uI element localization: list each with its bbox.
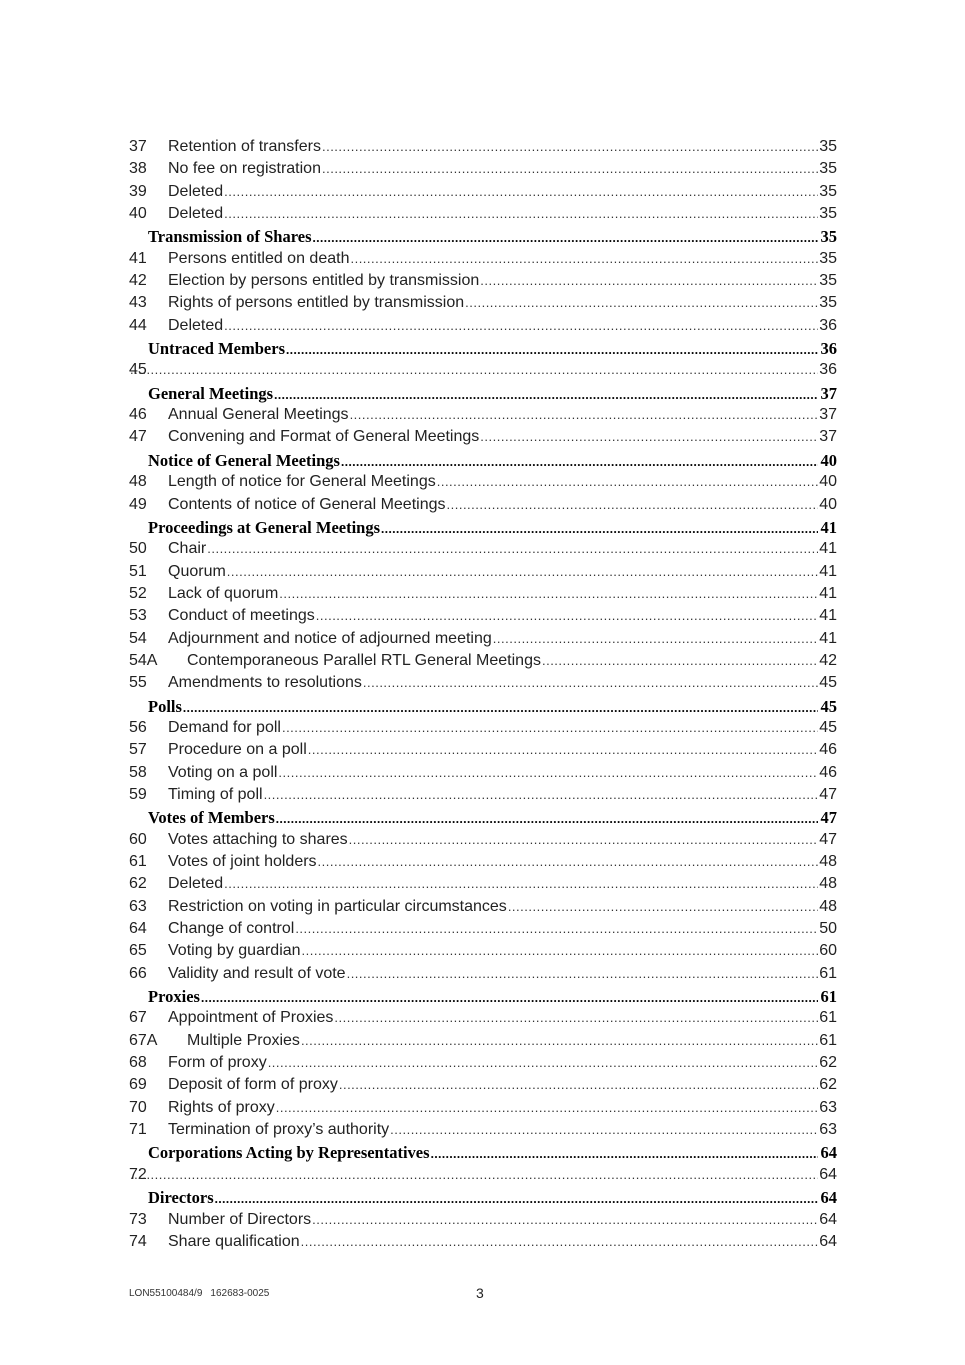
toc-entry-number: 40: [129, 205, 147, 223]
toc-page-number: 48: [819, 853, 837, 870]
toc-entry-title: Procedure on a poll: [168, 741, 307, 759]
toc-page-number: 41: [819, 607, 837, 625]
dot-leader: [282, 720, 818, 735]
toc-page-number: 48: [819, 897, 837, 915]
toc-entry-title: Contents of notice of General Meetings: [168, 495, 446, 513]
toc-section-heading[interactable]: [129, 987, 837, 1009]
toc-page-number: 61: [819, 1009, 837, 1027]
toc-entry-title: Deleted: [168, 182, 224, 200]
toc-entry[interactable]: [129, 585, 837, 607]
toc-entry-number: 64: [129, 920, 147, 938]
toc-page-number: 35: [819, 294, 837, 312]
toc-entry[interactable]: [129, 741, 837, 763]
toc-page-number: 64: [819, 1210, 837, 1228]
toc-entry[interactable]: [129, 630, 837, 652]
toc-entry[interactable]: [129, 540, 837, 562]
footer-reference: [129, 1288, 277, 1299]
toc-entry-title: Quorum: [168, 562, 226, 580]
toc-entry-title: Share qualification: [168, 1232, 300, 1250]
toc-entry[interactable]: [129, 764, 837, 786]
toc-entry[interactable]: [129, 272, 837, 294]
toc-heading-title: Polls: [148, 696, 182, 716]
toc-entry-title: Annual General Meetings: [168, 406, 349, 424]
toc-entry-number: 66: [129, 964, 147, 982]
toc-entry[interactable]: [129, 875, 837, 897]
toc-entry-title: Restriction on voting in particular circumstances: [168, 897, 507, 915]
toc-section-heading[interactable]: [129, 451, 837, 473]
toc-entry-title: Amendments to resolutions: [168, 674, 362, 692]
toc-entry-number: 67A: [129, 1031, 158, 1049]
toc-entry[interactable]: 72 ..... 64: [129, 1166, 837, 1188]
toc-heading-title: Notice of General Meetings: [148, 450, 340, 470]
toc-entry[interactable]: [129, 853, 837, 875]
toc-heading-title: Proxies: [148, 987, 200, 1007]
toc-entry-number: 62: [129, 875, 147, 893]
dot-leader: [286, 342, 818, 358]
toc-entry[interactable]: [129, 160, 837, 182]
dot-leader: [295, 921, 818, 936]
dot-leader: [347, 966, 818, 981]
dot-leader: [480, 429, 818, 444]
toc-heading-title: General Meetings: [148, 383, 274, 403]
toc-entry-title: Conduct of meetings: [168, 607, 315, 625]
toc-page-number: 64: [820, 1188, 837, 1208]
toc-entry[interactable]: [129, 317, 837, 339]
toc-entry-number: 63: [129, 897, 147, 915]
page-number: 3: [476, 1285, 484, 1301]
dot-leader: [318, 854, 818, 869]
dot-leader: [465, 295, 818, 310]
dot-leader: [130, 362, 818, 377]
toc-page-number: 37: [819, 406, 837, 424]
toc-entry-number: 59: [129, 785, 147, 803]
toc-heading-title: Corporations Acting by Representatives: [148, 1143, 430, 1163]
toc-entry[interactable]: [129, 1211, 837, 1233]
toc-entry-title: Deleted: [168, 316, 224, 334]
toc-page-number: 45: [819, 674, 837, 692]
toc-entry[interactable]: [129, 831, 837, 853]
toc-page-number: 45: [820, 696, 837, 716]
toc-entry-title: Election by persons entitled by transmission: [168, 272, 480, 290]
toc-page-number: 48: [819, 875, 837, 893]
dot-leader: [308, 742, 818, 757]
toc-entry[interactable]: [129, 942, 837, 964]
toc-entry-number: 68: [129, 1054, 147, 1072]
toc-entry-number: 54: [129, 629, 147, 647]
dot-leader: [322, 139, 818, 154]
toc-entry[interactable]: [129, 1233, 837, 1255]
dot-leader: [480, 273, 818, 288]
toc-entry-number: 71: [129, 1121, 147, 1139]
toc-entry-number: 53: [129, 607, 147, 625]
toc-entry-number: 41: [129, 249, 147, 267]
dot-leader: [224, 184, 818, 199]
dot-leader: [381, 521, 818, 537]
toc-entry-title: Termination of proxy’s authority: [168, 1121, 390, 1139]
dot-leader: [431, 1146, 818, 1162]
toc-entry[interactable]: [129, 652, 837, 674]
toc-entry-number: 73: [129, 1210, 147, 1228]
toc-page-number: 35: [819, 182, 837, 200]
toc-page-number: 60: [819, 942, 837, 960]
toc-entry-title: Votes attaching to shares: [168, 830, 348, 848]
toc-entry-title: Change of control: [168, 920, 295, 938]
toc-entry-number: 65: [129, 942, 147, 960]
toc-page-number: 47: [819, 830, 837, 848]
toc-section-heading[interactable]: [129, 518, 837, 540]
dot-leader: [339, 1077, 818, 1092]
toc-entry-title: Deleted: [168, 875, 224, 893]
toc-entry-title: Validity and result of vote: [168, 964, 346, 982]
toc-entry-number: 61: [129, 853, 147, 870]
toc-entry-title: No fee on registration: [168, 160, 321, 178]
toc-page-number: 36: [820, 339, 837, 359]
toc-section-heading[interactable]: [129, 227, 837, 249]
toc-entry-title: Retention of transfers: [168, 138, 321, 155]
toc-entry-title: Lack of quorum: [168, 584, 279, 602]
toc-entry[interactable]: [129, 496, 837, 518]
toc-entry-title: Deposit of form of proxy: [168, 1076, 338, 1094]
toc-page-number: 35: [819, 205, 837, 223]
toc-section-heading[interactable]: [129, 808, 837, 830]
toc-section-heading[interactable]: [129, 1143, 837, 1165]
toc-page-number: 64: [820, 1143, 837, 1163]
dot-leader: [224, 318, 818, 333]
toc-entry-number: 37: [129, 138, 147, 155]
toc-entry-number: 48: [129, 473, 147, 491]
toc-entry[interactable]: [129, 1054, 837, 1076]
toc-page-number: 61: [820, 987, 837, 1007]
toc-section-heading[interactable]: [129, 697, 837, 719]
toc-heading-title: Proceedings at General Meetings: [148, 517, 381, 537]
dot-leader: [224, 206, 818, 221]
toc-entry-number: 54A: [129, 651, 158, 669]
toc-page-number: 62: [819, 1076, 837, 1094]
toc-entry-number: 49: [129, 495, 147, 513]
toc-entry[interactable]: [129, 607, 837, 629]
toc-entry-number: 42: [129, 272, 147, 290]
toc-entry-title: Demand for poll: [168, 718, 281, 736]
toc-entry-title: Form of proxy: [168, 1054, 267, 1072]
toc-entry-number: 44: [129, 316, 147, 334]
toc-page-number: 37: [819, 428, 837, 446]
footer-doc-ref: LON55100484/9: [129, 1288, 203, 1299]
toc-entry-number: 39: [129, 182, 147, 200]
toc-entry-title: Multiple Proxies: [187, 1031, 300, 1049]
dot-leader: [542, 653, 818, 668]
dot-leader: [350, 407, 818, 422]
toc-page-number: 40: [820, 450, 837, 470]
dot-leader: [312, 1212, 818, 1227]
table-of-contents: [129, 138, 837, 1255]
toc-page-number: 42: [819, 651, 837, 669]
toc-entry-number: 74: [129, 1232, 147, 1250]
toc-entry[interactable]: [129, 294, 837, 316]
toc-page-number: 35: [819, 138, 837, 155]
toc-entry-title: Length of notice for General Meetings: [168, 473, 436, 491]
dot-leader: [349, 832, 818, 847]
toc-entry-number: 57: [129, 741, 147, 759]
dot-leader: [276, 811, 818, 827]
dot-leader: [278, 765, 818, 780]
toc-entry[interactable]: [129, 965, 837, 987]
dot-leader: [274, 387, 818, 403]
toc-entry-title: Rights of persons entitled by transmission: [168, 294, 465, 312]
dot-leader: [207, 541, 818, 556]
toc-page-number: 36: [819, 316, 837, 334]
toc-entry-title: Voting by guardian: [168, 942, 301, 960]
toc-entry-number: 50: [129, 540, 147, 558]
toc-entry-title: Appointment of Proxies: [168, 1009, 334, 1027]
toc-section-heading[interactable]: [129, 384, 837, 406]
toc-entry-title: Voting on a poll: [168, 763, 278, 781]
toc-entry-number: 55: [129, 674, 147, 692]
toc-page-number: 63: [819, 1121, 837, 1139]
dot-leader: [447, 497, 819, 512]
toc-page-number: 37: [820, 383, 837, 403]
toc-entry[interactable]: [129, 920, 837, 942]
toc-entry[interactable]: [129, 205, 837, 227]
toc-entry-title: Persons entitled on death: [168, 249, 350, 267]
toc-entry[interactable]: [129, 1032, 837, 1054]
toc-entry[interactable]: [129, 250, 837, 272]
toc-entry-number: 38: [129, 160, 147, 178]
toc-entry-number: 70: [129, 1098, 147, 1116]
toc-section-heading[interactable]: [129, 1188, 837, 1210]
toc-entry-title: Timing of poll: [168, 785, 263, 803]
toc-entry[interactable]: [129, 1076, 837, 1098]
toc-page-number: 41: [819, 629, 837, 647]
toc-page-number: 64: [819, 1165, 837, 1183]
toc-entry[interactable]: [129, 138, 837, 160]
toc-entry-number: 60: [129, 830, 147, 848]
dot-leader: [264, 787, 818, 802]
toc-page-number: 46: [819, 763, 837, 781]
dot-leader: [363, 675, 818, 690]
toc-page-number: 35: [819, 272, 837, 290]
toc-entry[interactable]: [129, 183, 837, 205]
toc-entry[interactable]: [129, 898, 837, 920]
dot-leader: [302, 943, 818, 958]
dot-leader: [276, 1100, 818, 1115]
toc-entry[interactable]: [129, 674, 837, 696]
toc-section-heading[interactable]: [129, 339, 837, 361]
toc-entry-number: 58: [129, 763, 147, 781]
toc-page-number: 47: [819, 785, 837, 803]
toc-heading-title: Votes of Members: [148, 808, 275, 828]
dot-leader: [316, 608, 818, 623]
toc-page-number: 36: [819, 361, 837, 379]
toc-entry[interactable]: [129, 473, 837, 495]
toc-entry-title: Contemporaneous Parallel RTL General Meetings: [187, 651, 541, 669]
dot-leader: [301, 1033, 818, 1048]
toc-page-number: 41: [819, 584, 837, 602]
toc-entry-number: 43: [129, 294, 147, 312]
toc-page-number: 40: [819, 473, 837, 491]
dot-leader: [322, 161, 818, 176]
toc-page-number: 35: [819, 249, 837, 267]
dot-leader: [183, 700, 818, 716]
toc-entry-number: 46: [129, 406, 147, 424]
dot-leader: [390, 1122, 818, 1137]
toc-page-number: 41: [819, 540, 837, 558]
dot-leader: [268, 1055, 818, 1070]
toc-entry[interactable]: 45 ..... 36: [129, 361, 837, 383]
toc-entry-number: 52: [129, 584, 147, 602]
toc-entry-number: 69: [129, 1076, 147, 1094]
toc-entry-number: 51: [129, 562, 147, 580]
footer-matter-ref: 162683-0025: [210, 1288, 270, 1299]
toc-entry[interactable]: [129, 1099, 837, 1121]
toc-entry[interactable]: [129, 1121, 837, 1143]
dot-leader: [508, 899, 818, 914]
dot-leader: [334, 1010, 818, 1025]
toc-entry-title: Deleted: [168, 205, 224, 223]
dot-leader: [224, 876, 818, 891]
toc-page-number: 40: [819, 495, 837, 513]
toc-page-number: 35: [820, 227, 837, 247]
dot-leader: [227, 564, 818, 579]
toc-entry[interactable]: [129, 406, 837, 428]
toc-entry[interactable]: [129, 719, 837, 741]
dot-leader: [350, 251, 818, 266]
dot-leader: [341, 454, 818, 470]
dot-leader: [437, 474, 818, 489]
toc-heading-title: Directors: [148, 1188, 214, 1208]
toc-page-number: 35: [819, 160, 837, 178]
toc-entry[interactable]: [129, 428, 837, 450]
dot-leader: [279, 586, 818, 601]
toc-entry-title: Rights of proxy: [168, 1098, 275, 1116]
toc-entry[interactable]: [129, 563, 837, 585]
dot-leader: [313, 230, 818, 246]
dot-leader: [301, 1234, 818, 1249]
toc-entry[interactable]: [129, 1009, 837, 1031]
toc-page-number: 62: [819, 1054, 837, 1072]
toc-entry-title: Convening and Format of General Meetings: [168, 428, 480, 446]
dot-leader: [201, 990, 818, 1006]
dot-leader: [130, 1167, 818, 1182]
toc-page-number: 41: [820, 517, 837, 537]
toc-page-number: 45: [819, 718, 837, 736]
toc-page-number: 61: [819, 1031, 837, 1049]
dot-leader: [215, 1191, 818, 1207]
toc-entry-title: Votes of joint holders: [168, 853, 317, 870]
toc-page-number: 61: [819, 964, 837, 982]
toc-page-number: 63: [819, 1098, 837, 1116]
toc-entry-number: 47: [129, 428, 147, 446]
dot-leader: [493, 631, 818, 646]
toc-page-number: 46: [819, 741, 837, 759]
toc-entry-number: 56: [129, 718, 147, 736]
toc-page-number: 50: [819, 920, 837, 938]
toc-page-number: 64: [819, 1232, 837, 1250]
toc-entry-title: Chair: [168, 540, 207, 558]
toc-entry-title: Adjournment and notice of adjourned meeting: [168, 629, 492, 647]
toc-heading-title: Untraced Members: [148, 339, 285, 359]
toc-entry-title: Number of Directors: [168, 1210, 312, 1228]
toc-entry-number: 67: [129, 1009, 147, 1027]
toc-entry[interactable]: [129, 786, 837, 808]
toc-heading-title: Transmission of Shares: [148, 227, 312, 247]
toc-page-number: 47: [820, 808, 837, 828]
toc-page-number: 41: [819, 562, 837, 580]
